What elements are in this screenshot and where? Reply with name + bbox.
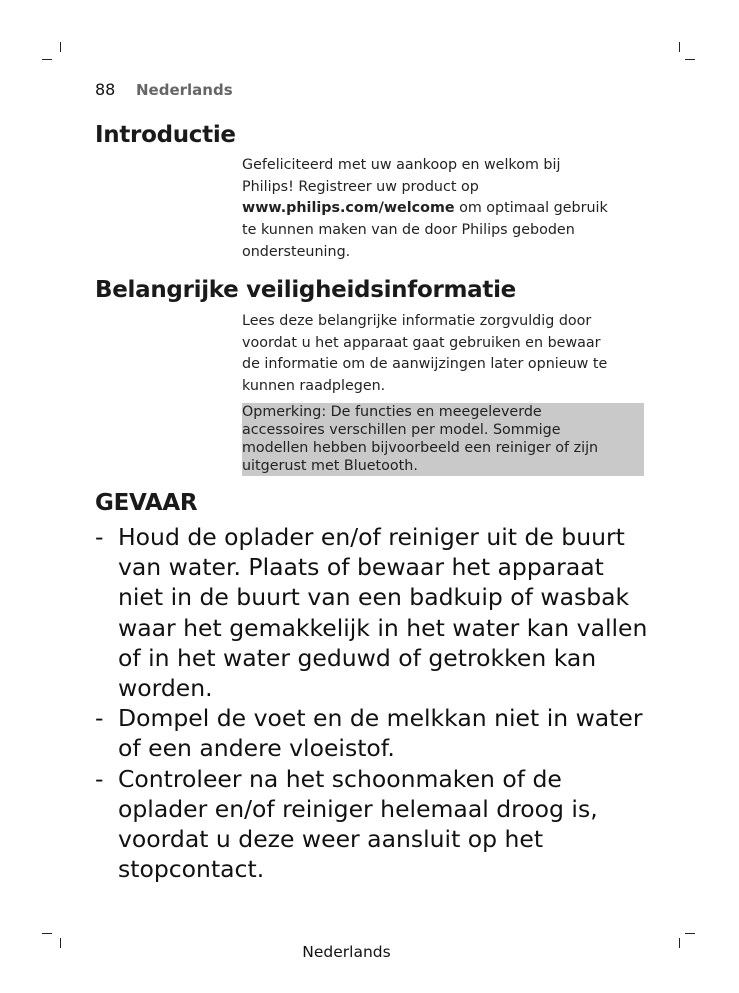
page-number: 88 — [95, 80, 116, 99]
crop-mark — [60, 42, 61, 52]
danger-heading: GEVAAR — [95, 490, 198, 516]
list-item — [95, 522, 655, 703]
list-item-text: Dompel de voet en de melkkan niet in water of een andere vloeistof. — [118, 704, 643, 763]
footer-language: Nederlands — [302, 943, 391, 961]
header-language: Nederlands — [136, 81, 233, 99]
note-box: Opmerking: De functies en meegeleverde accessoires verschillen per model. Sommige modellen hebben bijvoorbeeld een reiniger of zijn uitgerust met Bluetooth. — [242, 403, 644, 476]
bullet-dash: - — [95, 523, 104, 551]
intro-text: om optimaal gebruik te kunnen maken van de door Philips geboden ondersteuning. — [242, 200, 608, 260]
crop-mark — [42, 933, 52, 934]
crop-mark — [679, 42, 680, 52]
list-item-text: Houd de oplader en/of reiniger uit de buurt van water. Plaats of bewaar het apparaat niet in de buurt van een badkuip of wasbak waar het gemakkelijk in het water kan vallen of in het water geduwd of getrokken kan worden. — [118, 523, 648, 703]
crop-mark — [42, 59, 52, 60]
intro-heading: Introductie — [95, 122, 236, 148]
crop-mark — [685, 59, 695, 60]
safety-heading: Belangrijke veiligheidsinformatie — [95, 277, 516, 303]
danger-list — [95, 522, 655, 884]
crop-mark — [685, 933, 695, 934]
bullet-dash: - — [95, 704, 104, 733]
safety-paragraph: Lees deze belangrijke informatie zorgvuldig door voordat u het apparaat gaat gebruiken en bewaar de informatie om de aanwijzingen later opnieuw te kunnen raadplegen. — [242, 313, 608, 395]
list-item — [95, 703, 655, 763]
bullet-dash: - — [95, 764, 104, 793]
list-item-text: Controleer na het schoonmaken of de oplader en/of reiniger helemaal droog is, voordat u deze weer aansluit op het stopcontact. — [118, 764, 598, 884]
intro-text: Gefeliciteerd met uw aankoop en welkom bij Philips! Registreer uw product op — [242, 157, 561, 195]
intro-paragraph — [242, 155, 652, 264]
list-item — [95, 764, 655, 885]
welcome-link[interactable]: www.philips.com/welcome — [242, 200, 455, 217]
